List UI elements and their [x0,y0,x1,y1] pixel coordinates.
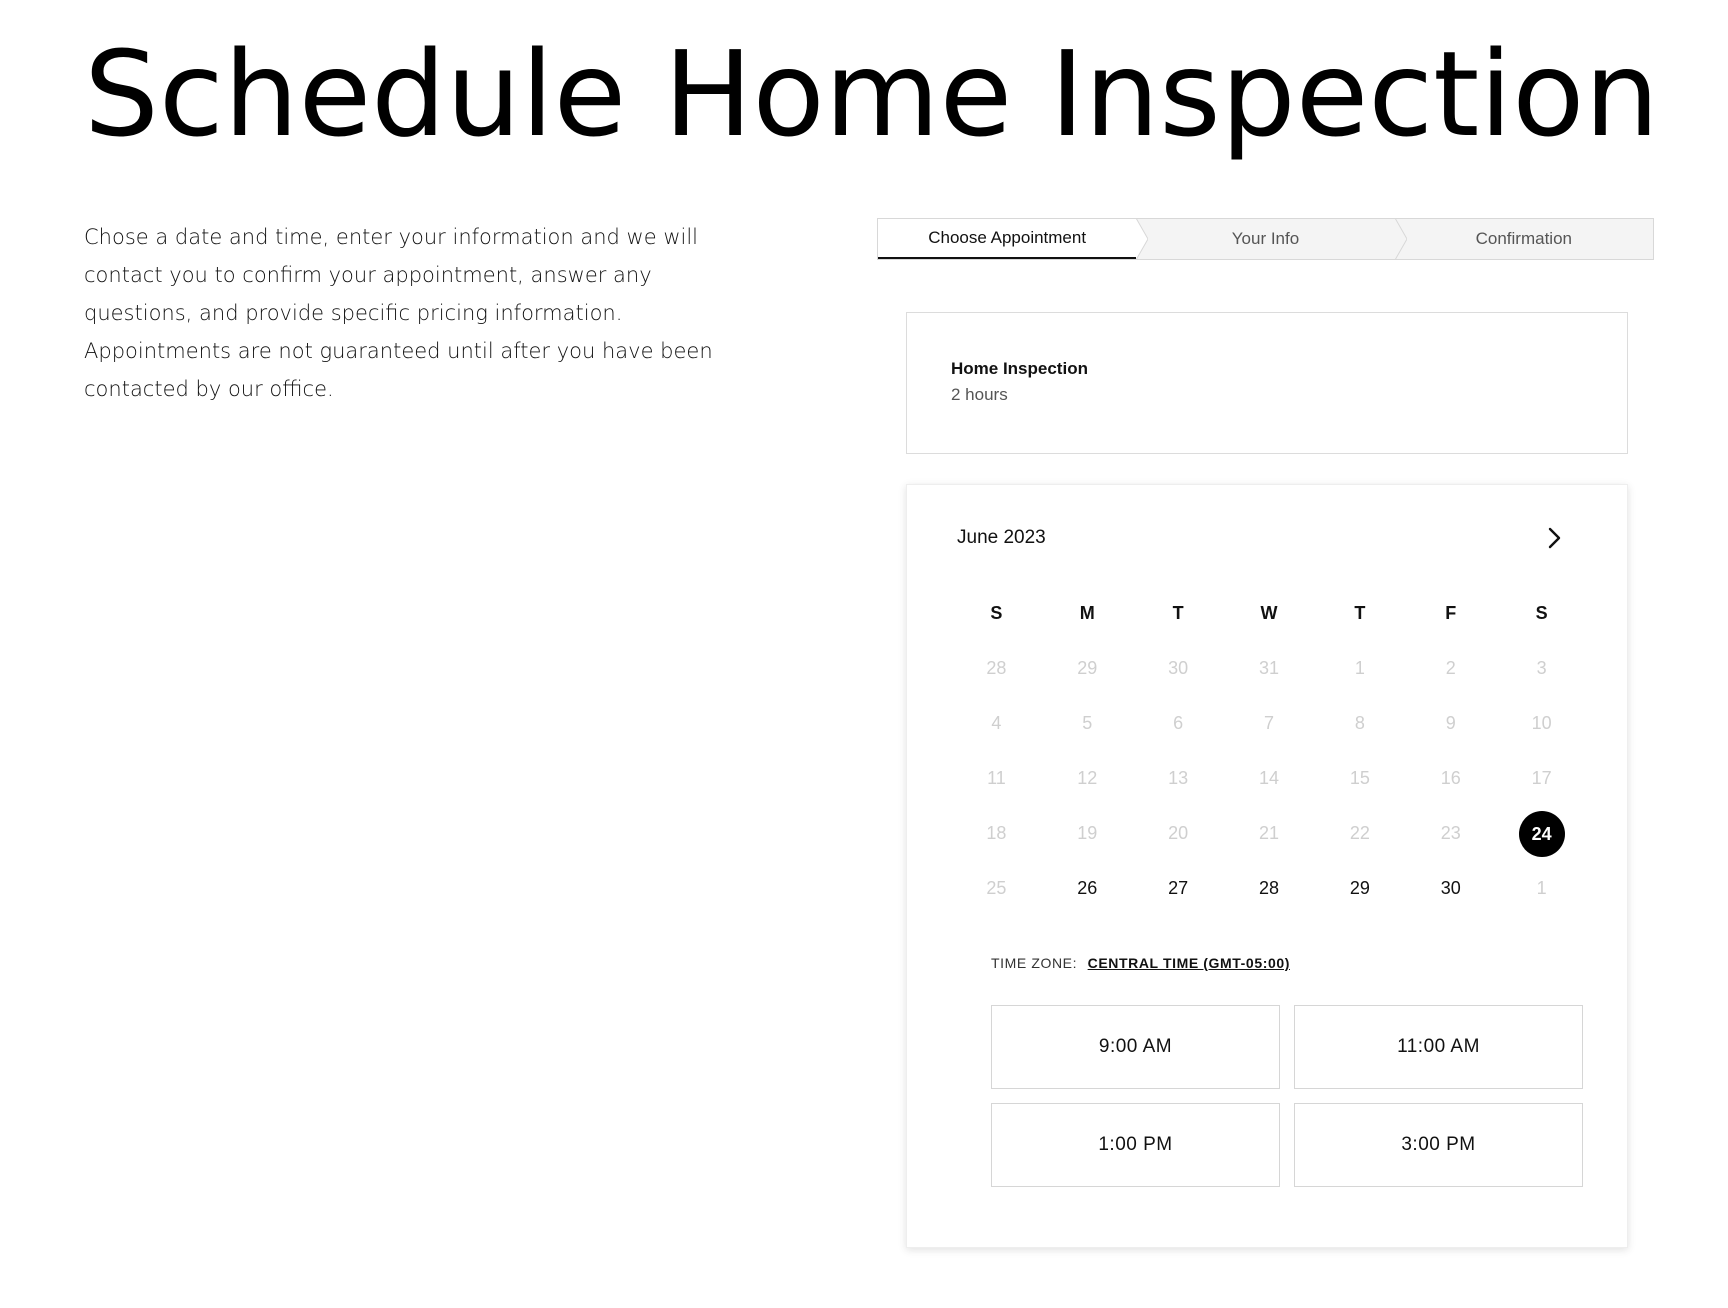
step-your-info[interactable] [1136,219,1394,259]
calendar-day-disabled: 3 [1536,658,1547,678]
time-slot-button[interactable]: 3:00 PM [1294,1103,1583,1187]
step-confirmation[interactable] [1395,219,1653,259]
step-separator-icon [1395,218,1407,260]
calendar-weeks [951,641,1587,916]
calendar-week-row [951,641,1587,696]
calendar-day-disabled: 13 [1168,768,1189,788]
weekday-label: S [990,602,1003,623]
timezone-link[interactable]: CENTRAL TIME (GMT-05:00) [1087,955,1290,971]
step-label: Choose Appointment [928,228,1087,247]
calendar-day-disabled: 21 [1258,823,1280,843]
chevron-right-icon[interactable] [1539,523,1569,553]
calendar-day-disabled: 5 [1082,713,1093,733]
calendar-day-disabled: 29 [1077,658,1098,678]
calendar-day-disabled: 6 [1173,713,1184,733]
step-choose-appointment[interactable] [878,219,1136,259]
calendar-day-available[interactable]: 29 [1349,878,1370,898]
timezone [991,955,1290,971]
calendar-card [906,484,1628,1248]
calendar-day-selected[interactable] [1496,811,1587,857]
service-card [906,312,1628,454]
calendar-day-disabled: 11 [987,768,1006,788]
weekday-label: S [1535,602,1548,623]
calendar-grid [951,597,1587,916]
step-label: Your Info [1231,229,1300,248]
time-slot-button[interactable]: 9:00 AM [991,1005,1280,1089]
calendar-week-row [951,861,1587,916]
calendar-day-disabled: 9 [1445,713,1456,733]
calendar-day-available[interactable]: 30 [1440,878,1461,898]
calendar-day-disabled: 4 [991,713,1002,733]
calendar-day-disabled: 16 [1440,768,1461,788]
weekday-label: W [1260,602,1278,623]
timezone-label: TIME ZONE: [991,955,1078,971]
calendar-day-disabled: 25 [986,878,1007,898]
calendar-day-disabled: 1 [1536,878,1547,898]
calendar-day-disabled: 14 [1258,768,1280,788]
calendar-day-available[interactable]: 26 [1077,878,1098,898]
calendar-day-disabled: 10 [1531,713,1552,733]
calendar-day-disabled: 31 [1258,658,1280,678]
weekday-label: F [1445,602,1457,623]
step-label: Confirmation [1475,229,1572,248]
calendar-day-disabled: 7 [1264,713,1275,733]
weekday-label: M [1079,602,1095,623]
step-separator-icon [1136,218,1148,260]
selected-day-label: 24 [1519,811,1565,857]
calendar-day-disabled: 22 [1349,823,1370,843]
calendar-week-row [951,751,1587,806]
calendar-day-disabled: 2 [1445,658,1456,678]
weekday-label: T [1172,602,1184,623]
calendar-day-available[interactable]: 27 [1168,878,1189,898]
service-name: Home Inspection [951,359,1088,378]
calendar-day-disabled: 19 [1077,823,1098,843]
calendar-day-disabled: 12 [1077,768,1098,788]
weekday-label: T [1354,602,1366,623]
weekday-header [951,597,1587,629]
calendar-day-disabled: 28 [986,658,1007,678]
calendar-day-available[interactable]: 28 [1258,878,1280,898]
calendar-week-row [951,696,1587,751]
time-slot-button[interactable]: 1:00 PM [991,1103,1280,1187]
calendar-month-label: June 2023 [957,527,1046,548]
calendar-day-disabled: 23 [1440,823,1461,843]
page-title: Schedule Home Inspection [84,25,1660,163]
calendar-day-disabled: 8 [1354,713,1365,733]
calendar-week-row [951,806,1587,861]
calendar-day-disabled: 18 [986,823,1007,843]
calendar-day-disabled: 1 [1354,658,1365,678]
intro-text: Chose a date and time, enter your information and we will contact you to confirm your appointment, answer any questions, and provide specific pricing information. Appointments are not guaranteed until after you have been contacted by our office. [84,225,713,401]
booking-steps [877,218,1654,260]
service-duration: 2 hours [951,385,1008,404]
calendar-day-disabled: 15 [1349,768,1370,788]
calendar-day-disabled: 17 [1531,768,1552,788]
time-slot-button[interactable]: 11:00 AM [1294,1005,1583,1089]
calendar-day-disabled: 20 [1168,823,1189,843]
calendar-day-disabled: 30 [1168,658,1189,678]
